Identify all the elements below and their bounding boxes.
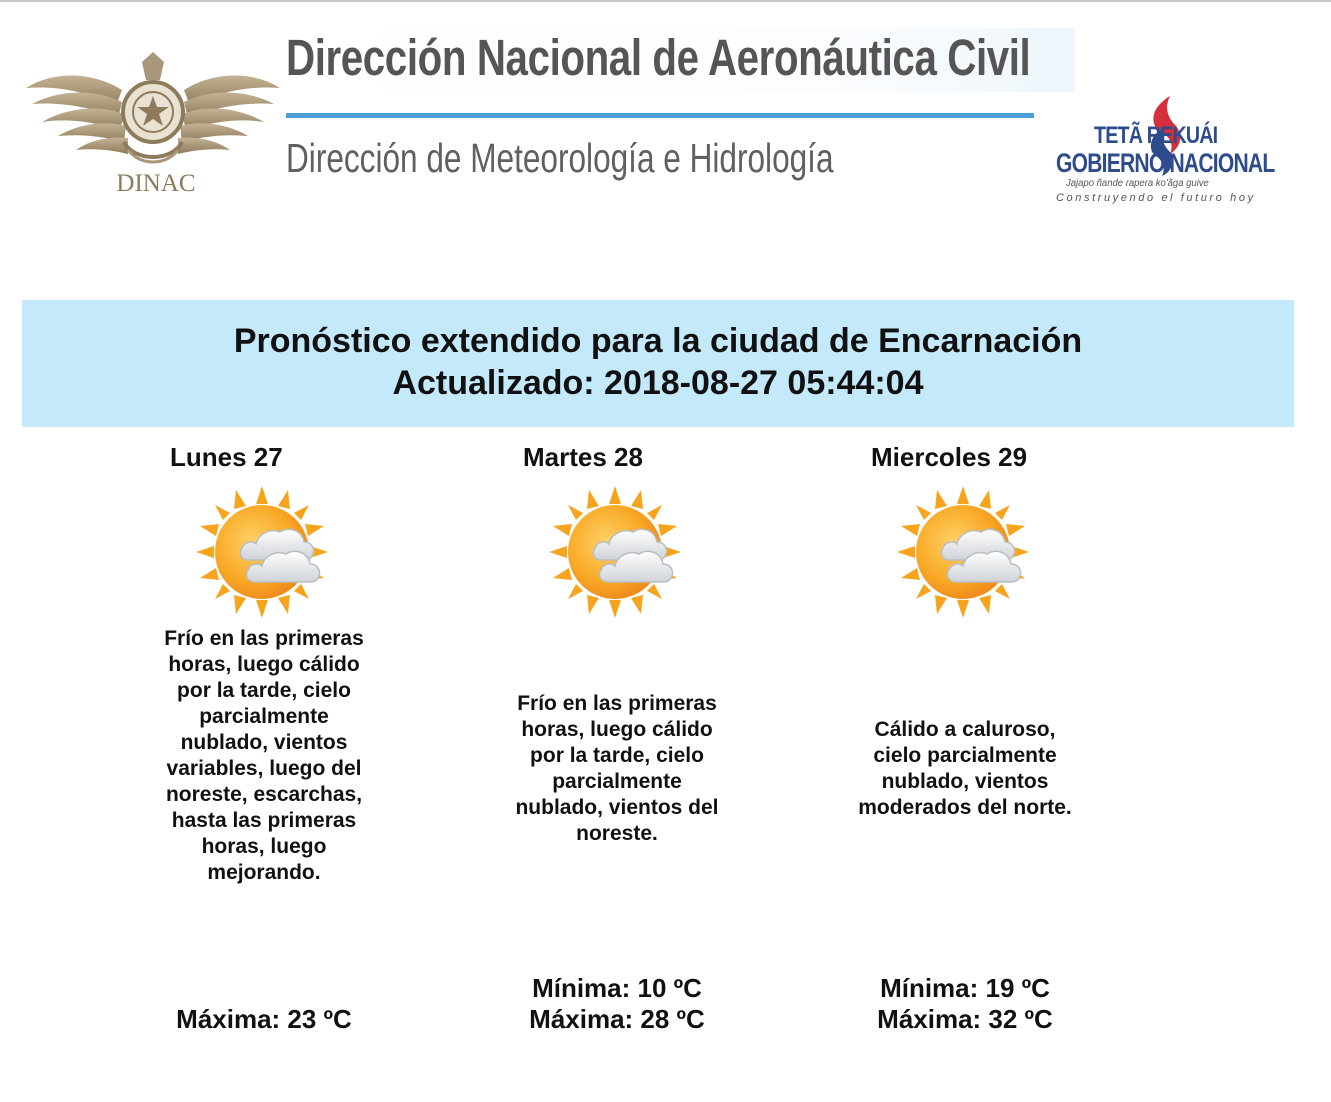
updated-timestamp: Actualizado: 2018-08-27 05:44:04	[392, 364, 924, 402]
org-subtitle: Dirección de Meteorología e Hidrología	[286, 135, 834, 181]
gov-logo-line1: TETÃ REKUÁI	[1094, 122, 1218, 149]
forecast-title: Pronóstico extendido para la ciudad de Encarnación	[233, 322, 1083, 360]
sun-partly-cloudy-icon	[549, 486, 681, 618]
max-temperature: Máxima: 32 ºC	[877, 1004, 1053, 1034]
min-temperature: Mínima: 10 ºC	[532, 973, 702, 1003]
day-description: Cálido a caluroso, cielo parcialmente nublado, vientos moderados del norte.	[858, 718, 1072, 819]
page-header	[0, 0, 1331, 240]
header-divider	[286, 113, 1034, 118]
gov-logo-line2: GOBIERNO NACIONAL	[1056, 148, 1275, 178]
day-name: Lunes 27	[170, 442, 283, 472]
max-temperature: Máxima: 23 ºC	[176, 1004, 352, 1034]
dinac-label: DINAC	[116, 170, 196, 197]
forecast-banner	[22, 300, 1294, 427]
org-title: Dirección Nacional de Aeronáutica Civil	[286, 29, 1031, 86]
day-name: Martes 28	[523, 442, 643, 472]
day-forecast	[154, 440, 374, 1060]
max-temperature: Máxima: 28 ºC	[529, 1004, 705, 1034]
sun-partly-cloudy-icon	[196, 486, 328, 618]
day-name: Miercoles 29	[871, 442, 1028, 472]
day-description: Frío en las primeras horas, luego cálido por la tarde, cielo parcialmente nublado, vientos variables, luego del noreste, escarchas, hasta las primeras horas, luego mejorando.	[164, 627, 364, 884]
gov-logo-guarani-slogan: Jajapo ñande rapera ko'ãga guive	[1066, 178, 1209, 189]
day-forecast	[855, 440, 1075, 1060]
day-description: Frío en las primeras horas, luego cálido por la tarde, cielo parcialmente nublado, vientos del noreste.	[515, 692, 719, 845]
min-temperature: Mínima: 19 ºC	[880, 973, 1050, 1003]
day-forecast	[507, 440, 727, 1060]
gov-logo-slogan: Construyendo el futuro hoy	[1056, 192, 1256, 204]
sun-partly-cloudy-icon	[897, 486, 1029, 618]
